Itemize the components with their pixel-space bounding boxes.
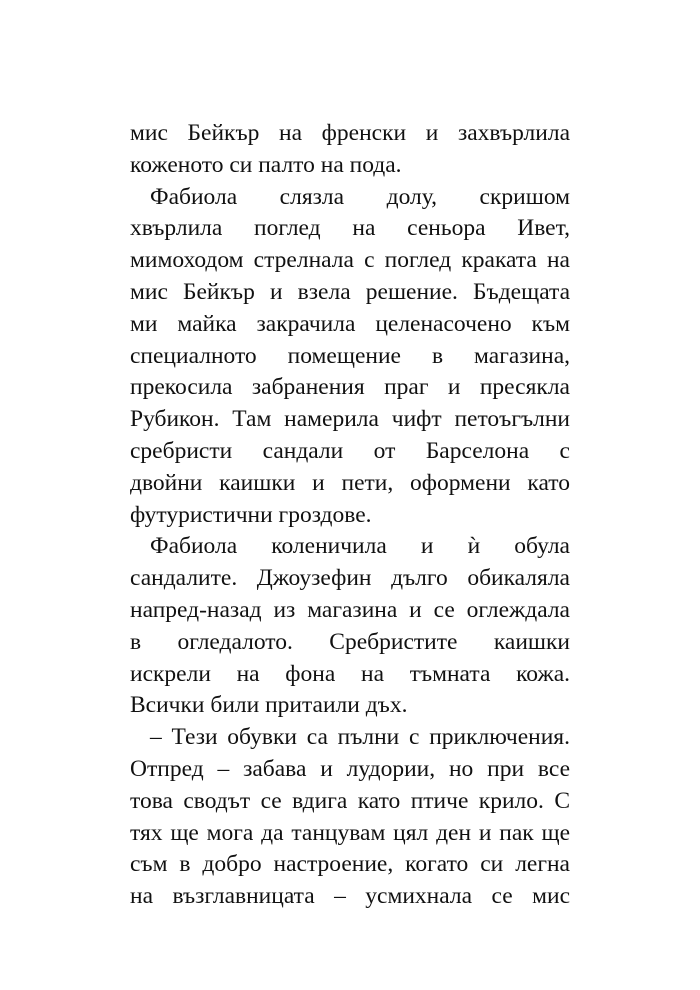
text-line: Рубикон. Там намерила чифт петоъгълни xyxy=(130,406,570,433)
text-line: сребристи сандали от Барселона с xyxy=(130,437,570,464)
text-line: сандалите. Джоузефин дълго обикаляла xyxy=(130,565,570,592)
text-line: искрели на фона на тъмната кожа. xyxy=(130,660,570,687)
text-line: – Тези обувки са пълни с приключения. xyxy=(150,724,570,751)
text-line: Отпред – забава и лудории, но при все xyxy=(130,755,570,782)
text-line: футуристични гроздове. xyxy=(130,501,372,528)
text-line: Фабиола коленичила и ѝ обула xyxy=(150,533,570,560)
text-line: на възглавницата – усмихнала се мис xyxy=(130,883,570,910)
body-text xyxy=(130,118,570,913)
text-line: ми майка закрачила целенасочено към xyxy=(130,310,570,337)
text-line: коженото си палто на пода. xyxy=(130,151,402,178)
text-line: Фабиола слязла долу, скришом xyxy=(150,183,570,210)
text-line: двойни каишки и пети, оформени като xyxy=(130,469,570,496)
text-line: напред-назад из магазина и се оглеждала xyxy=(130,596,570,623)
text-line: хвърлила поглед на сеньора Ивет, xyxy=(130,215,570,242)
text-line: съм в добро настроение, когато си легна xyxy=(130,851,570,878)
text-line: в огледалото. Сребристите каишки xyxy=(130,628,570,655)
text-line: специалното помещение в магазина, xyxy=(130,342,570,369)
text-line: мис Бейкър и взела решение. Бъдещата xyxy=(130,278,570,305)
text-line: това сводът се вдига като птиче крило. С xyxy=(130,787,570,814)
text-line: прекосила забранения праг и пресякла xyxy=(130,374,570,401)
text-line: мимоходом стрелнала с поглед краката на xyxy=(130,247,570,274)
text-line: мис Бейкър на френски и захвърлила xyxy=(130,120,570,146)
text-line: Всички били притаили дъх. xyxy=(130,692,408,719)
text-line: тях ще мога да танцувам цял ден и пак ще xyxy=(130,819,570,846)
